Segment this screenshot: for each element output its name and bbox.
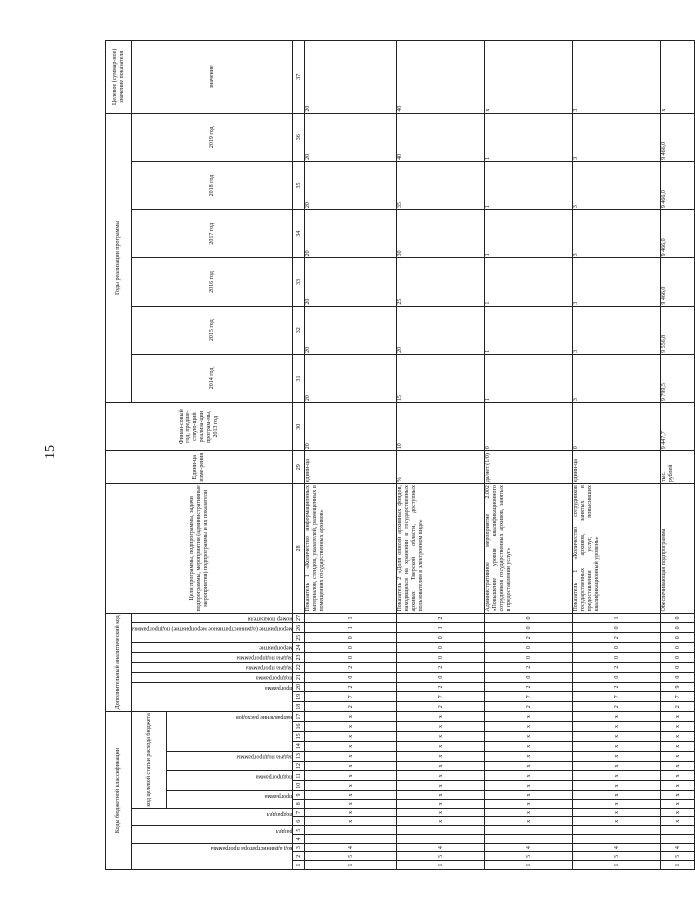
value-cell: 9 466,0 bbox=[661, 258, 695, 306]
code-cell bbox=[573, 826, 661, 835]
code-cell: x bbox=[485, 712, 573, 722]
y2015-header: 2015 год bbox=[132, 306, 293, 354]
column-number: 26 bbox=[293, 623, 305, 633]
code-cell: 9 bbox=[661, 682, 695, 692]
code-cell: 1 bbox=[661, 861, 695, 870]
value-cell: 1 bbox=[485, 258, 573, 306]
code-cell: 0 bbox=[661, 613, 695, 623]
code-cell: 0 bbox=[661, 653, 695, 663]
code-cell: x bbox=[661, 722, 695, 732]
column-number: 35 bbox=[293, 161, 305, 209]
column-number: 6 bbox=[293, 817, 305, 826]
code-cell: x bbox=[573, 781, 661, 791]
an-subprogram-header: подпрограмма bbox=[132, 672, 293, 682]
value-cell: 1 bbox=[485, 113, 573, 161]
value-cell: 20 bbox=[305, 258, 397, 306]
table-row bbox=[573, 41, 661, 870]
code-cell: x bbox=[397, 761, 485, 771]
code-cell bbox=[397, 834, 485, 843]
code-cell: 0 bbox=[305, 672, 397, 682]
code-cell: 4 bbox=[397, 843, 485, 852]
unit-cell: тыс. рублей bbox=[661, 451, 695, 484]
code-cell: 0 bbox=[305, 653, 397, 663]
y2019-header: 2019 год bbox=[132, 113, 293, 161]
direction-header: направление расходов bbox=[167, 712, 293, 752]
code-cell: x bbox=[305, 817, 397, 826]
code-cell: 1 bbox=[397, 623, 485, 633]
code-cell: x bbox=[485, 741, 573, 751]
code-cell: x bbox=[305, 791, 397, 800]
page-number: 15 bbox=[43, 445, 58, 459]
code-cell: 0 bbox=[485, 643, 573, 653]
unit-cell: % bbox=[397, 451, 485, 484]
code-cell: x bbox=[573, 817, 661, 826]
unit-cell: едини-ца bbox=[573, 451, 661, 484]
code-cell: 0 bbox=[485, 613, 573, 623]
y2017-header: 2017 год bbox=[132, 210, 293, 258]
code-cell: 5 bbox=[661, 852, 695, 861]
value-cell: 10 bbox=[397, 403, 485, 451]
code-cell: 7 bbox=[573, 692, 661, 702]
an-event-header: мероприятие bbox=[132, 643, 293, 653]
code-cell: 4 bbox=[661, 843, 695, 852]
code-cell: 5 bbox=[397, 852, 485, 861]
column-number: 7 bbox=[293, 808, 305, 817]
code-cell: 1 bbox=[573, 613, 661, 623]
code-cell: x bbox=[573, 722, 661, 732]
code-cell: x bbox=[397, 751, 485, 761]
column-numbers-row bbox=[293, 41, 305, 870]
value-cell: 9 466,0 bbox=[661, 161, 695, 209]
subprogram-header: подпрограмма bbox=[167, 771, 293, 791]
column-number: 3 bbox=[293, 843, 305, 852]
code-cell: x bbox=[305, 799, 397, 808]
code-cell: 7 bbox=[305, 692, 397, 702]
value-cell: 35 bbox=[397, 161, 485, 209]
code-cell bbox=[661, 834, 695, 843]
column-number: 16 bbox=[293, 722, 305, 732]
column-number: 14 bbox=[293, 741, 305, 751]
indicator-text: Показатель 1 «Количество информационных материалов, стендов, указателей, размещенных в помещениях государственных архивов» bbox=[305, 484, 397, 613]
code-cell: x bbox=[661, 761, 695, 771]
code-cell: 0 bbox=[573, 623, 661, 633]
code-cell: 0 bbox=[397, 672, 485, 682]
code-cell: 4 bbox=[485, 843, 573, 852]
value-cell: 20 bbox=[305, 41, 397, 114]
code-cell: x bbox=[485, 817, 573, 826]
code-cell: x bbox=[573, 751, 661, 761]
code-cell: x bbox=[485, 761, 573, 771]
years-header: Годы реализации программы bbox=[106, 113, 132, 402]
table-row bbox=[305, 41, 397, 870]
code-cell: 0 bbox=[485, 623, 573, 633]
column-number: 1 bbox=[293, 861, 305, 870]
value-cell: 3 bbox=[573, 210, 661, 258]
value-cell: 3 bbox=[573, 354, 661, 402]
column-number: 28 bbox=[293, 484, 305, 613]
column-number: 25 bbox=[293, 633, 305, 643]
column-number: 31 bbox=[293, 354, 305, 402]
code-cell bbox=[573, 834, 661, 843]
value-cell: x bbox=[661, 41, 695, 114]
column-number: 33 bbox=[293, 258, 305, 306]
an-indicator-header: номер показателя bbox=[132, 613, 293, 623]
code-cell: 0 bbox=[661, 633, 695, 643]
indicator-text: Административное мероприятие 2.002 «Повышение уровня квалификационного сотрудников государственных архивов, занятых в предоставлении услуг» bbox=[485, 484, 573, 613]
column-number: 4 bbox=[293, 834, 305, 843]
code-cell: x bbox=[397, 712, 485, 722]
indicator-text: Показатель 1 «Количество сотрудников государственных архивов, занятых в предоставлении услуг, повысивших квалификационный уровень» bbox=[573, 484, 661, 613]
column-number: 19 bbox=[293, 692, 305, 702]
code-cell: 0 bbox=[661, 623, 695, 633]
code-cell: x bbox=[305, 731, 397, 741]
code-cell: x bbox=[485, 808, 573, 817]
code-cell bbox=[661, 826, 695, 835]
column-number: 36 bbox=[293, 113, 305, 161]
value-cell: 3 bbox=[573, 113, 661, 161]
code-cell: 1 bbox=[573, 861, 661, 870]
code-cell: x bbox=[305, 761, 397, 771]
column-number: 11 bbox=[293, 771, 305, 781]
code-cell: 2 bbox=[305, 702, 397, 712]
value-cell: 0 bbox=[485, 403, 573, 451]
value-cell: 20 bbox=[305, 113, 397, 161]
an-admin-event-header: мероприятие (административное мероприятие) подпрограммы bbox=[132, 623, 293, 643]
code-cell: 7 bbox=[485, 692, 573, 702]
code-cell: 1 bbox=[305, 613, 397, 623]
unit-cell: да/нет (1/0) bbox=[485, 451, 573, 484]
value-cell: 30 bbox=[397, 210, 485, 258]
column-number: 17 bbox=[293, 712, 305, 722]
code-cell: x bbox=[485, 781, 573, 791]
code-cell: x bbox=[397, 722, 485, 732]
code-cell: 0 bbox=[305, 643, 397, 653]
column-number: 20 bbox=[293, 682, 305, 692]
budget-class-header: Коды бюджетной классификации bbox=[106, 712, 132, 870]
code-cell: x bbox=[305, 741, 397, 751]
column-number: 21 bbox=[293, 672, 305, 682]
code-cell: 1 bbox=[485, 861, 573, 870]
code-cell: x bbox=[397, 781, 485, 791]
code-cell bbox=[485, 826, 573, 835]
indicator-text: Обеспечивающая подпрограмма bbox=[661, 484, 695, 613]
code-cell: 0 bbox=[661, 662, 695, 672]
column-number: 34 bbox=[293, 210, 305, 258]
code-cell: 0 bbox=[485, 672, 573, 682]
target-header: Целевое (суммар-ное) значение показателя bbox=[106, 41, 132, 114]
code-cell: 0 bbox=[573, 653, 661, 663]
y2018-header: 2018 год bbox=[132, 161, 293, 209]
code-cell bbox=[397, 826, 485, 835]
value-cell: 3 bbox=[573, 306, 661, 354]
code-cell: 2 bbox=[485, 633, 573, 643]
code-cell: x bbox=[573, 731, 661, 741]
column-number: 37 bbox=[293, 41, 305, 114]
code-cell: 2 bbox=[573, 702, 661, 712]
value-cell: 3 bbox=[573, 161, 661, 209]
code-cell: 0 bbox=[397, 643, 485, 653]
program-header: программа bbox=[167, 791, 293, 809]
code-cell: 4 bbox=[573, 843, 661, 852]
column-number: 12 bbox=[293, 761, 305, 771]
code-cell: 1 bbox=[305, 861, 397, 870]
code-cell: x bbox=[661, 751, 695, 761]
value-cell: 40 bbox=[397, 41, 485, 114]
code-cell: x bbox=[485, 791, 573, 800]
code-cell: x bbox=[485, 731, 573, 741]
column-number: 5 bbox=[293, 826, 305, 835]
value-cell: 20 bbox=[305, 161, 397, 209]
value-cell: 0 bbox=[573, 403, 661, 451]
code-cell: x bbox=[573, 791, 661, 800]
column-number: 13 bbox=[293, 751, 305, 761]
code-cell: x bbox=[485, 799, 573, 808]
value-cell: 9 466,0 bbox=[661, 113, 695, 161]
code-cell: x bbox=[397, 791, 485, 800]
code-cell: 2 bbox=[485, 702, 573, 712]
analytic-code-header: Дополнительный аналитический код bbox=[106, 613, 132, 712]
column-number: 8 bbox=[293, 799, 305, 808]
code-cell: 0 bbox=[661, 672, 695, 682]
code-cell: x bbox=[573, 799, 661, 808]
code-cell: x bbox=[397, 741, 485, 751]
code-cell: 1 bbox=[397, 861, 485, 870]
column-number: 15 bbox=[293, 731, 305, 741]
code-cell: x bbox=[397, 817, 485, 826]
an-task-sub-header: задача подпрограммы bbox=[132, 653, 293, 663]
value-cell: 20 bbox=[397, 306, 485, 354]
code-cell: x bbox=[485, 722, 573, 732]
code-cell: 5 bbox=[305, 852, 397, 861]
code-cell: x bbox=[573, 712, 661, 722]
y2016-header: 2016 год bbox=[132, 258, 293, 306]
code-cell: 2 bbox=[397, 662, 485, 672]
value-cell: 20 bbox=[305, 306, 397, 354]
code-cell: 2 bbox=[397, 682, 485, 692]
section-header: раздел bbox=[132, 826, 293, 844]
value-header: значение bbox=[132, 41, 293, 114]
column-number: 29 bbox=[293, 451, 305, 484]
code-cell: 4 bbox=[305, 843, 397, 852]
code-cell: 5 bbox=[573, 852, 661, 861]
code-cell: x bbox=[397, 808, 485, 817]
code-cell: 2 bbox=[573, 682, 661, 692]
code-cell: 0 bbox=[305, 633, 397, 643]
column-number: 24 bbox=[293, 643, 305, 653]
code-cell: x bbox=[305, 722, 397, 732]
goals-header: Цели программы, подпрограммы, задачи подпрограммы, мероприятия (административные мероприятия) подпрограммы и их показатели bbox=[106, 484, 293, 613]
value-cell: 9 447,7 bbox=[661, 403, 695, 451]
code-cell bbox=[305, 826, 397, 835]
value-cell: 1 bbox=[485, 354, 573, 402]
code-cell: 2 bbox=[397, 613, 485, 623]
value-cell: x bbox=[485, 41, 573, 114]
code-cell: x bbox=[485, 751, 573, 761]
code-cell bbox=[305, 834, 397, 843]
code-cell: x bbox=[305, 808, 397, 817]
value-cell: 20 bbox=[305, 403, 397, 451]
an-program-header: программа bbox=[132, 682, 293, 712]
code-cell: x bbox=[661, 731, 695, 741]
code-cell: x bbox=[661, 741, 695, 751]
code-cell: x bbox=[305, 771, 397, 781]
code-cell: x bbox=[661, 808, 695, 817]
column-number: 2 bbox=[293, 852, 305, 861]
column-number: 18 bbox=[293, 702, 305, 712]
code-cell: 0 bbox=[397, 653, 485, 663]
column-number: 30 bbox=[293, 403, 305, 451]
code-cell: 2 bbox=[661, 702, 695, 712]
value-cell: 25 bbox=[397, 258, 485, 306]
code-cell: 2 bbox=[305, 682, 397, 692]
code-cell: 7 bbox=[661, 692, 695, 702]
code-cell: x bbox=[305, 781, 397, 791]
table-row bbox=[661, 41, 695, 870]
code-cell: x bbox=[573, 771, 661, 781]
value-cell: 20 bbox=[305, 354, 397, 402]
indicator-text: Показатель 2 «Доля описей архивных фондов, находящихся на хранении в государственных архивах Тверской области, доступных пользователям в электронном виде» bbox=[397, 484, 485, 613]
column-number: 27 bbox=[293, 613, 305, 623]
column-number: 23 bbox=[293, 653, 305, 663]
code-cell bbox=[485, 834, 573, 843]
value-cell: 1 bbox=[485, 306, 573, 354]
column-number: 32 bbox=[293, 306, 305, 354]
code-cell: x bbox=[397, 731, 485, 741]
unit-cell: едини-ца bbox=[305, 451, 397, 484]
code-cell: x bbox=[305, 712, 397, 722]
value-cell: 1 bbox=[485, 161, 573, 209]
table-row bbox=[485, 41, 573, 870]
column-number: 10 bbox=[293, 781, 305, 791]
subsection-header: подраздел bbox=[132, 808, 293, 826]
task-sub-header: задача подпрограммы bbox=[167, 751, 293, 771]
code-cell: x bbox=[485, 771, 573, 781]
target-code-header: код целевой статьи расхода бюджета bbox=[132, 712, 167, 808]
code-cell: x bbox=[661, 712, 695, 722]
value-cell: 9 466,0 bbox=[661, 210, 695, 258]
table-body bbox=[305, 41, 695, 870]
y2014-header: 2014 год bbox=[132, 354, 293, 402]
code-cell: 2 bbox=[573, 662, 661, 672]
code-cell: 0 bbox=[661, 643, 695, 653]
code-cell: 2 bbox=[397, 702, 485, 712]
code-cell: 2 bbox=[485, 662, 573, 672]
code-cell: 0 bbox=[573, 643, 661, 653]
code-cell: x bbox=[661, 791, 695, 800]
code-cell: x bbox=[661, 817, 695, 826]
code-cell: 2 bbox=[573, 633, 661, 643]
value-cell: 3 bbox=[573, 41, 661, 114]
code-cell: x bbox=[305, 751, 397, 761]
code-cell: x bbox=[573, 761, 661, 771]
table-row bbox=[397, 41, 485, 870]
code-cell: x bbox=[573, 808, 661, 817]
code-cell: 2 bbox=[485, 682, 573, 692]
code-cell: x bbox=[661, 781, 695, 791]
program-table bbox=[105, 40, 695, 870]
value-cell: 1 bbox=[485, 210, 573, 258]
code-cell: x bbox=[397, 771, 485, 781]
an-task-header: задача программы bbox=[132, 662, 293, 672]
code-cell: 5 bbox=[485, 852, 573, 861]
code-cell: x bbox=[573, 741, 661, 751]
unit-header: Едини-ца изме-рения bbox=[106, 451, 293, 484]
value-cell: 40 bbox=[397, 113, 485, 161]
code-cell: x bbox=[661, 771, 695, 781]
code-cell: 0 bbox=[485, 653, 573, 663]
column-number: 9 bbox=[293, 791, 305, 800]
code-cell: 2 bbox=[305, 662, 397, 672]
value-cell: 3 bbox=[573, 258, 661, 306]
admin-code-header: код администратора программы bbox=[132, 843, 293, 869]
code-cell: x bbox=[397, 799, 485, 808]
column-number: 22 bbox=[293, 662, 305, 672]
value-cell: 9 556,8 bbox=[661, 306, 695, 354]
code-cell: 7 bbox=[397, 692, 485, 702]
code-cell: x bbox=[661, 799, 695, 808]
code-cell: 0 bbox=[573, 672, 661, 682]
code-cell: 1 bbox=[305, 623, 397, 633]
fin2013-header: Финан-совый год, предше-ствую-щий реализа-ции програм-мы, 2013 год bbox=[106, 403, 293, 451]
code-cell: 0 bbox=[397, 633, 485, 643]
value-cell: 20 bbox=[305, 210, 397, 258]
value-cell: 15 bbox=[397, 354, 485, 402]
value-cell: 9 799,5 bbox=[661, 354, 695, 402]
